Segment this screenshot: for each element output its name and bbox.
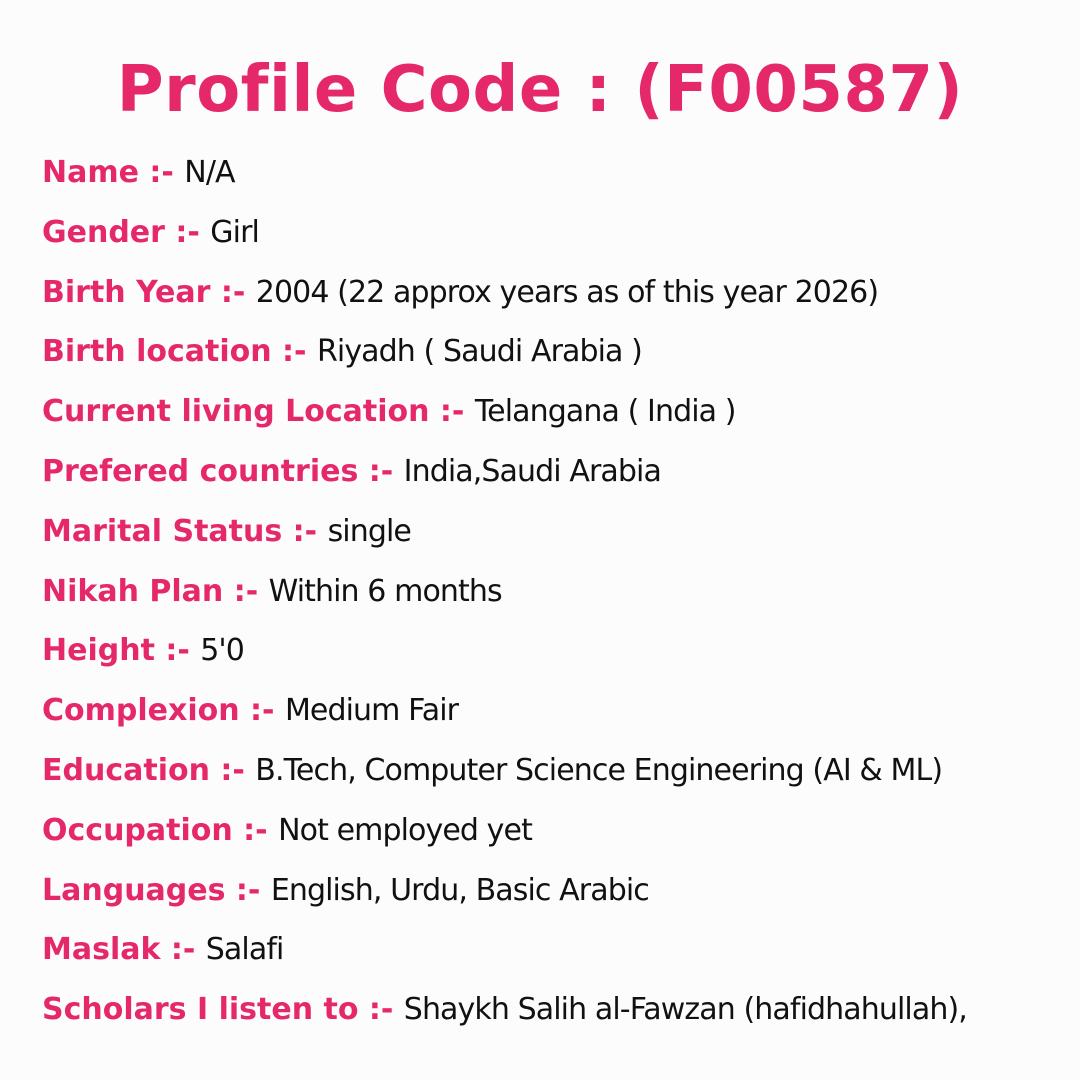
field-complexion	[42, 681, 1072, 741]
field-label: Prefered countries :-	[42, 453, 404, 489]
field-name	[42, 143, 1072, 203]
field-label: Height :-	[42, 633, 201, 669]
field-value: 2004 (22 approx years as of this year 2026)	[255, 274, 879, 310]
field-value: Not employed yet	[278, 812, 532, 848]
field-value: Telangana ( India )	[474, 394, 736, 430]
field-value: Salafi	[205, 932, 284, 968]
field-label: Current living Location :-	[42, 394, 475, 430]
field-value: N/A	[184, 155, 235, 190]
field-birth-year	[42, 263, 1072, 323]
field-label: Nikah Plan :-	[42, 573, 269, 609]
field-label: Maslak :-	[42, 932, 206, 968]
field-value: Within 6 months	[268, 573, 502, 609]
field-label: Scholars I listen to :-	[42, 992, 404, 1028]
field-value: India,Saudi Arabia	[403, 453, 661, 489]
field-gender	[42, 203, 1072, 263]
field-value: Medium Fair	[284, 693, 459, 729]
field-nikah-plan	[42, 562, 1072, 622]
field-scholars	[42, 980, 1072, 1040]
field-birth-location	[42, 322, 1072, 382]
field-value: Riyadh ( Saudi Arabia )	[316, 334, 642, 370]
field-label: Birth location :-	[42, 334, 317, 370]
field-value: Shaykh Salih al-Fawzan (hafidhahullah),	[403, 992, 967, 1028]
field-occupation	[42, 801, 1072, 861]
field-value: single	[327, 513, 411, 549]
field-value: 5'0	[200, 633, 244, 669]
field-preferred-countries	[42, 442, 1072, 502]
field-education	[42, 741, 1072, 801]
field-value: Girl	[210, 214, 259, 250]
field-label: Marital Status :-	[42, 513, 328, 549]
field-languages	[42, 861, 1072, 921]
field-value: B.Tech, Computer Science Engineering (AI & ML)	[255, 752, 943, 788]
field-label: Complexion :-	[42, 693, 285, 729]
field-value: English, Urdu, Basic Arabic	[270, 872, 649, 908]
profile-fields	[42, 143, 1072, 1040]
field-height	[42, 621, 1072, 681]
field-marital-status	[42, 502, 1072, 562]
field-label: Languages :-	[42, 872, 271, 908]
page-title: Profile Code : (F00587)	[116, 53, 964, 127]
field-label: Name :-	[42, 155, 185, 190]
field-current-location	[42, 382, 1072, 442]
field-label: Birth Year :-	[42, 274, 256, 310]
field-label: Occupation :-	[42, 812, 279, 848]
field-label: Gender :-	[42, 214, 211, 250]
field-label: Education :-	[42, 752, 256, 788]
field-maslak	[42, 920, 1072, 980]
